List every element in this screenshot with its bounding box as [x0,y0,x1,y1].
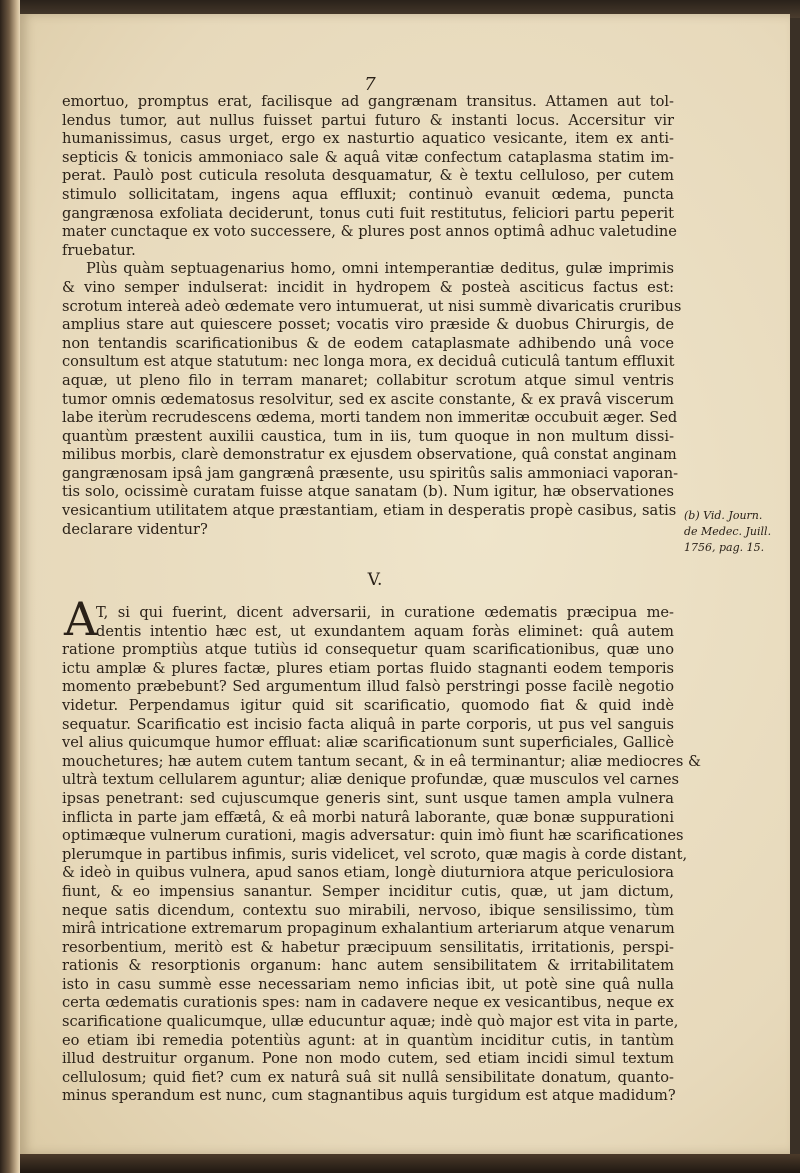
text-line: cellulosum; quid fiet? cum ex naturâ suâ sit nullâ sensibilitate donatum, quanto- [62,1068,674,1086]
text-line: scrotum intereà adeò œdemate vero intumuerat, ut nisi summè divaricatis cruribus [62,297,682,315]
text-line: fiunt, & eo impensius sanantur. Semper inciditur cutis, quæ, ut jam dictum, [62,882,674,900]
text-line: gangrænosa exfoliata deciderunt, tonus cuti fuit restitutus, feliciori partu peperit [62,204,674,222]
bottom-edge [20,1154,800,1173]
text-line: rationis & resorptionis organum: hanc autem sensibilitatem & irritabilitatem [62,957,674,975]
text-line: scarificatione qualicumque, ullæ educuntur aquæ; indè quò major est vita in parte, [62,1013,679,1031]
text-line: perat. Paulò post cuticula resoluta desquamatur, & è textu celluloso, per cutem [62,167,674,185]
text-line: inflicta in parte jam effætâ, & eâ morbi naturâ laborante, quæ bonæ suppurationi [62,808,674,826]
text-line: optimæque vulnerum curationi, magis adversatur: quin imò fiunt hæ scarificationes [62,827,684,845]
text-line: declarare videntur? [62,520,208,538]
text-line: milibus morbis, clarè demonstratur ex ejusdem observatione, quâ constat anginam [62,446,677,464]
text-line: labe iterùm recrudescens œdema, morti tandem non immeritæ occubuit æger. Sed [62,409,678,427]
text-line: plerumque in partibus infimis, suris videlicet, vel scroto, quæ magis à corde distant, [62,845,688,863]
text-line: vesicantium utilitatem atque præstantiam, etiam in desperatis propè casibus, satis [62,502,677,520]
text-line: mouchetures; hæ autem cutem tantum secant, & in eâ terminantur; aliæ mediocres & [62,752,701,770]
text-line: ratione promptiùs atque tutiùs id consequetur quam scarificationibus, quæ uno [62,641,674,659]
paragraph-3 [62,604,701,1106]
text-line: minus sperandum est nunc, cum stagnantibus aquis turgidum est atque madidum? [62,1087,676,1105]
margin-note [684,508,772,556]
text-line: neque satis dicendum, contextu suo mirabili, nervoso, ibique sensilissimo, tùm [62,901,674,919]
text-line: momento præbebunt? Sed argumentum illud falsò perstringi posse facilè negotio [62,678,674,696]
text-line: tis solo, ocissimè curatam fuisse atque sanatam (b). Num igitur, hæ observationes [62,483,674,501]
text-line: illud destruitur organum. Pone non modo cutem, sed etiam incidi simul textum [62,1050,674,1068]
note-line: de Medec. Juill. [684,525,772,538]
note-line: (b) Vid. Journ. [684,509,763,522]
text-line: resorbentium, meritò est & habetur præcipuum sensilitatis, irritationis, perspi- [62,938,674,956]
text-line: emortuo, promptus erat, facilisque ad gangrænam transitus. Attamen aut tol- [62,93,674,110]
text-line: Plùs quàm septuagenarius homo, omni intemperantiæ deditus, gulæ imprimis [86,260,674,278]
text-line: videtur. Perpendamus igitur quid sit scarificatio, quomodo fiat & quid indè [62,696,674,714]
text-line: isto in casu summè esse necessariam nemo inficias ibit, ut potè sine quâ nulla [62,975,674,993]
text-line: & vino semper indulserat: incidit in hydropem & posteà asciticus factus est: [62,278,674,296]
text-line: vel alius quicumque humor effluat: aliæ scarificationum sunt superficiales, Gallicè [62,734,674,752]
text-line: non tentandis scarificationibus & de eodem cataplasmate adhibendo unâ voce [62,334,674,352]
text-line: amplius stare aut quiescere posset; vocatis viro præside & duobus Chirurgis, de [62,316,674,334]
text-line: quantùm præstent auxilii caustica, tum in iis, tum quoque in non multum dissi- [62,427,674,445]
paragraph-1 [62,93,682,539]
note-line: 1756, pag. 15. [684,541,765,554]
text-line: tumor omnis œdematosus resolvitur, sed ex ascite constante, & ex pravâ viscerum [62,390,674,408]
text-line: dentis intentio hæc est, ut exundantem aquam foràs eliminet: quâ autem [96,622,674,640]
page-number: 7 [364,74,376,95]
text-line: humanissimus, casus urget, ergo ex nasturtio aquatico vesicante, item ex anti- [62,130,674,148]
section-heading: V. [367,570,383,590]
text-line: lendus tumor, aut nullus fuisset partui futuro & instanti locus. Accersitur vir [62,111,674,129]
text-line: aquæ, ut pleno filo in terram manaret; collabitur scrotum atque simul ventris [62,371,674,389]
text-line: stimulo sollicitatam, ingens aqua effluxit; continuò evanuit œdema, puncta [62,185,674,203]
text-line: mater cunctaque ex voto successere, & plures post annos optimâ adhuc valetudine [62,223,677,241]
text-line: ipsas penetrant: sed cujuscumque generis sint, sunt usque tamen ampla vulnera [62,789,674,807]
text-line: certa œdematis curationis spes: nam in cadavere neque ex vesicantibus, neque ex [62,994,674,1012]
text-line: ultrà textum cellularem aguntur; aliæ denique profundæ, quæ musculos vel carnes [62,771,679,789]
text-line: fruebatur. [62,241,136,259]
text-line: gangrænosam ipsâ jam gangrænâ præsente, usu spiritûs salis ammoniaci vaporan- [62,464,679,482]
text-line: T, si qui fuerint, dicent adversarii, in curatione œdematis præcipua me- [96,604,674,621]
book-binding [0,0,20,1173]
text-line: ictu amplæ & plures factæ, plures etiam portas fluido stagnanti eodem temporis [62,659,674,677]
text-line: consultum est atque statutum: nec longa mora, ex deciduâ cuticulâ tantum effluxit [62,353,675,371]
text-line: sequatur. Scarificatio est incisio facta aliquâ in parte corporis, ut pus vel sanguis [62,715,674,733]
drop-cap: A [64,592,98,646]
text-line: mirâ intricatione extremarum propaginum exhalantium arteriarum atque venarum [62,920,675,938]
text-line: eo etiam ibi remedia potentiùs agunt: at in quantùm inciditur cutis, in tantùm [62,1031,674,1049]
book-page [20,14,790,1154]
text-line: septicis & tonicis ammoniaco sale & aquâ vitæ confectum cataplasma statim im- [62,148,674,166]
text-line: & ideò in quibus vulnera, apud sanos etiam, longè diuturniora atque periculosiora [62,864,674,882]
